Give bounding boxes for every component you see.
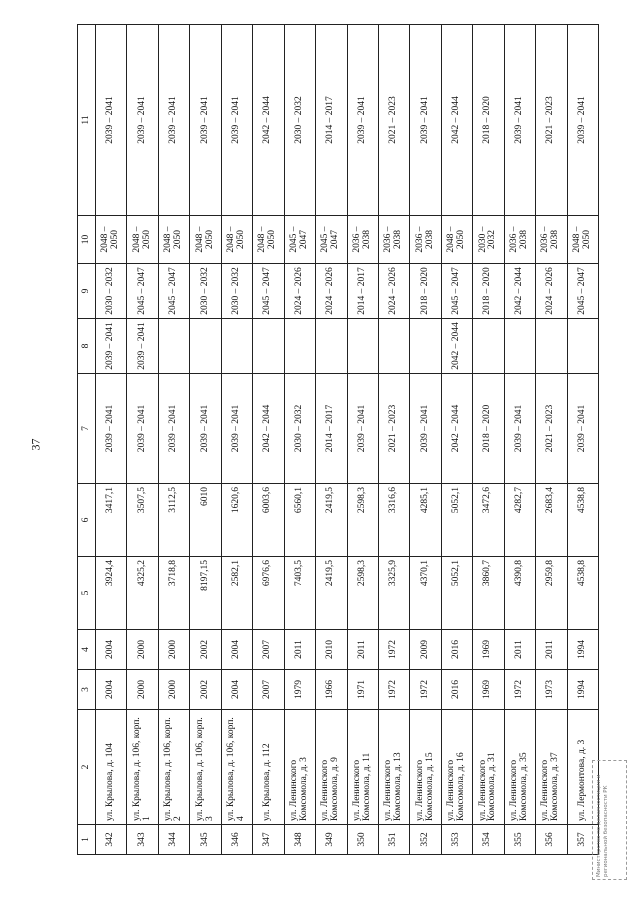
table-cell: 7403,5: [284, 557, 315, 630]
table-cell: 2036 – 2038: [536, 216, 567, 264]
page-number: 37: [28, 438, 43, 451]
table-cell: 2014 – 2017: [347, 264, 378, 319]
table-cell: 2018 – 2020: [473, 264, 504, 319]
table-cell: 2039 – 2041: [127, 25, 158, 216]
table-cell: ул. Крылова, д. 106, корп. 4: [221, 710, 252, 825]
table-cell: 2010: [316, 630, 347, 670]
table-cell: 2036 – 2038: [504, 216, 535, 264]
table-cell: ул. Ленинского Комсомола, д. 15: [410, 710, 441, 825]
table-cell: [504, 319, 535, 374]
table-row: [316, 25, 347, 855]
table-cell: [410, 319, 441, 374]
table-cell: 2036 – 2038: [378, 216, 409, 264]
table-cell: 2039 – 2041: [347, 374, 378, 484]
table-cell: 2045 – 2047: [158, 264, 189, 319]
table-cell: ул. Ленинского Комсомола, д. 9: [316, 710, 347, 825]
table-cell: 5052,1: [441, 557, 472, 630]
table-row: [567, 25, 598, 855]
table-row: [473, 25, 504, 855]
table-cell: 351: [378, 825, 409, 855]
table-cell: 4538,8: [567, 557, 598, 630]
table-cell: 2018 – 2020: [410, 264, 441, 319]
table-cell: 349: [316, 825, 347, 855]
table-cell: 2048 – 2050: [221, 216, 252, 264]
table-cell: 2042 – 2044: [253, 25, 284, 216]
table-header-row: [78, 25, 96, 855]
table-cell: 2004: [221, 630, 252, 670]
table-cell: ул. Ленинского Комсомола, д. 13: [378, 710, 409, 825]
table-cell: 3472,6: [473, 484, 504, 557]
table-cell: 2007: [253, 670, 284, 710]
table-cell: 2009: [410, 630, 441, 670]
table-cell: 2021 – 2023: [378, 25, 409, 216]
table-cell: 1966: [316, 670, 347, 710]
table-cell: 2039 – 2041: [158, 25, 189, 216]
table-cell: 1994: [567, 670, 598, 710]
table-cell: 8197,15: [190, 557, 221, 630]
table-cell: ул. Ленинского Комсомола, д. 3: [284, 710, 315, 825]
table-cell: 345: [190, 825, 221, 855]
table-cell: 2045 – 2047: [127, 264, 158, 319]
table-cell: 3718,8: [158, 557, 189, 630]
table-cell: 2011: [347, 630, 378, 670]
table-cell: 1972: [378, 670, 409, 710]
table-cell: 2959,8: [536, 557, 567, 630]
table-cell: 3417,1: [96, 484, 127, 557]
table-cell: 5052,1: [441, 484, 472, 557]
table-cell: 2042 – 2044: [441, 374, 472, 484]
table-cell: [190, 319, 221, 374]
table-cell: 2048 – 2050: [253, 216, 284, 264]
table-cell: 2007: [253, 630, 284, 670]
table-cell: [253, 319, 284, 374]
table-cell: 2000: [158, 630, 189, 670]
table-cell: 2048 – 2050: [127, 216, 158, 264]
table-cell: 355: [504, 825, 535, 855]
table-cell: 3112,5: [158, 484, 189, 557]
table-cell: 2048 – 2050: [567, 216, 598, 264]
table-cell: [316, 319, 347, 374]
table-cell: 6560,1: [284, 484, 315, 557]
table-cell: 2039 – 2041: [567, 374, 598, 484]
table-row: [190, 25, 221, 855]
table-cell: ул. Ленинского Комсомола, д. 37: [536, 710, 567, 825]
table-cell: [347, 319, 378, 374]
table-cell: 2419,5: [316, 557, 347, 630]
table-cell: 2039 – 2041: [347, 25, 378, 216]
table-cell: 2036 – 2038: [410, 216, 441, 264]
table-cell: 1973: [536, 670, 567, 710]
table-cell: 4370,1: [410, 557, 441, 630]
table-cell: 2048 – 2050: [190, 216, 221, 264]
table-row: [410, 25, 441, 855]
table-row: [127, 25, 158, 855]
table-cell: 2030 – 2032: [190, 264, 221, 319]
table-cell: 6003,6: [253, 484, 284, 557]
table-wrapper: [77, 25, 598, 855]
table-row: [441, 25, 472, 855]
table-cell: 2039 – 2041: [127, 374, 158, 484]
table-cell: 3507,5: [127, 484, 158, 557]
table-cell: 1979: [284, 670, 315, 710]
table-cell: ул. Крылова, д. 106, корп. 1: [127, 710, 158, 825]
table-cell: ул. Лермонтова, д. 3: [567, 710, 598, 825]
table-header-cell: 8: [78, 319, 96, 374]
table-cell: 2011: [504, 630, 535, 670]
table-cell: 2004: [96, 630, 127, 670]
table-cell: 2030 – 2032: [473, 216, 504, 264]
table-cell: 2598,3: [347, 484, 378, 557]
table-cell: 2045 – 2047: [253, 264, 284, 319]
data-table: [77, 24, 599, 855]
table-cell: 2018 – 2020: [473, 25, 504, 216]
table-cell: 2018 – 2020: [473, 374, 504, 484]
table-header-cell: 6: [78, 484, 96, 557]
table-cell: [567, 319, 598, 374]
table-cell: 2004: [96, 670, 127, 710]
table-cell: 3316,6: [378, 484, 409, 557]
table-cell: 1972: [410, 670, 441, 710]
table-header-cell: 3: [78, 670, 96, 710]
table-cell: [473, 319, 504, 374]
table-cell: 2048 – 2050: [441, 216, 472, 264]
table-cell: ул. Ленинского Комсомола, д. 11: [347, 710, 378, 825]
table-cell: 2002: [190, 670, 221, 710]
table-row: [504, 25, 535, 855]
table-cell: 2021 – 2023: [536, 374, 567, 484]
table-cell: ул. Ленинского Комсомола, д. 35: [504, 710, 535, 825]
table-cell: 344: [158, 825, 189, 855]
table-cell: 3860,7: [473, 557, 504, 630]
table-cell: 2000: [158, 670, 189, 710]
table-cell: 2045 – 2047: [284, 216, 315, 264]
table-cell: ул. Крылова, д. 106, корп. 2: [158, 710, 189, 825]
registration-stamp: [592, 760, 627, 880]
table-cell: 1972: [378, 630, 409, 670]
table-cell: 2024 – 2026: [316, 264, 347, 319]
stamp-text: Министерство по делам юстиции и региональной безопасности РК: [596, 774, 609, 877]
table-header-cell: 2: [78, 710, 96, 825]
table-cell: 4282,7: [504, 484, 535, 557]
table-cell: 2045 – 2047: [567, 264, 598, 319]
table-cell: 356: [536, 825, 567, 855]
table-cell: 2030 – 2032: [221, 264, 252, 319]
table-cell: 2039 – 2041: [221, 25, 252, 216]
table-header-cell: 5: [78, 557, 96, 630]
table-cell: 2042 – 2044: [441, 25, 472, 216]
table-row: [158, 25, 189, 855]
table-header-cell: 1: [78, 825, 96, 855]
table-cell: 2042 – 2044: [504, 264, 535, 319]
table-cell: 2039 – 2041: [127, 319, 158, 374]
table-cell: 4285,1: [410, 484, 441, 557]
table-cell: 2045 – 2047: [316, 216, 347, 264]
table-cell: 2039 – 2041: [190, 25, 221, 216]
table-cell: 2039 – 2041: [504, 374, 535, 484]
table-cell: 353: [441, 825, 472, 855]
table-cell: 357: [567, 825, 598, 855]
table-cell: 6976,6: [253, 557, 284, 630]
table-cell: 2039 – 2041: [504, 25, 535, 216]
table-cell: 2011: [284, 630, 315, 670]
table-row: [347, 25, 378, 855]
table-cell: 2024 – 2026: [536, 264, 567, 319]
table-cell: 2011: [536, 630, 567, 670]
table-row: [221, 25, 252, 855]
table-cell: 2048 – 2050: [96, 216, 127, 264]
table-cell: 352: [410, 825, 441, 855]
table-cell: 4390,8: [504, 557, 535, 630]
table-cell: [158, 319, 189, 374]
table-cell: [221, 319, 252, 374]
table-cell: ул. Крылова, д. 106, корп. 3: [190, 710, 221, 825]
table-header-cell: 11: [78, 25, 96, 216]
table-row: [536, 25, 567, 855]
table-cell: 342: [96, 825, 127, 855]
table-cell: [378, 319, 409, 374]
table-cell: 2039 – 2041: [96, 25, 127, 216]
table-header-cell: 4: [78, 630, 96, 670]
table-cell: 2002: [190, 630, 221, 670]
table-cell: 2045 – 2047: [441, 264, 472, 319]
table-cell: 2016: [441, 670, 472, 710]
table-cell: 2419,5: [316, 484, 347, 557]
table-cell: 1969: [473, 630, 504, 670]
table-cell: 1969: [473, 670, 504, 710]
table-cell: ул. Крылова, д. 112: [253, 710, 284, 825]
table-row: [284, 25, 315, 855]
table-cell: 2039 – 2041: [567, 25, 598, 216]
table-cell: 2039 – 2041: [410, 25, 441, 216]
table-cell: 2014 – 2017: [316, 25, 347, 216]
table-cell: 2016: [441, 630, 472, 670]
table-cell: 2039 – 2041: [96, 374, 127, 484]
table-cell: 2030 – 2032: [284, 374, 315, 484]
table-cell: 2021 – 2023: [536, 25, 567, 216]
table-cell: ул. Крылова, д. 104: [96, 710, 127, 825]
table-row: [253, 25, 284, 855]
table-cell: 1972: [504, 670, 535, 710]
table-cell: 2039 – 2041: [221, 374, 252, 484]
table-cell: 2030 – 2032: [96, 264, 127, 319]
table-cell: 2042 – 2044: [441, 319, 472, 374]
table-cell: ул. Ленинского Комсомола, д. 31: [473, 710, 504, 825]
table-cell: 4325,2: [127, 557, 158, 630]
table-cell: 1971: [347, 670, 378, 710]
table-cell: 1620,6: [221, 484, 252, 557]
table-cell: 354: [473, 825, 504, 855]
table-cell: 1994: [567, 630, 598, 670]
table-cell: 2004: [221, 670, 252, 710]
table-cell: 2030 – 2032: [284, 25, 315, 216]
table-header-cell: 10: [78, 216, 96, 264]
table-cell: 2024 – 2026: [284, 264, 315, 319]
table-cell: [536, 319, 567, 374]
table-cell: 2042 – 2044: [253, 374, 284, 484]
table-cell: 6010: [190, 484, 221, 557]
table-cell: 350: [347, 825, 378, 855]
table-cell: 2683,4: [536, 484, 567, 557]
table-cell: 2039 – 2041: [158, 374, 189, 484]
table-cell: ул. Ленинского Комсомола, д. 16: [441, 710, 472, 825]
table-cell: 2000: [127, 630, 158, 670]
table-cell: 2598,3: [347, 557, 378, 630]
table-cell: 3924,4: [96, 557, 127, 630]
table-header-cell: 9: [78, 264, 96, 319]
table-cell: 4538,8: [567, 484, 598, 557]
table-cell: 2039 – 2041: [190, 374, 221, 484]
table-cell: 2036 – 2038: [347, 216, 378, 264]
table-cell: 3325,9: [378, 557, 409, 630]
table-cell: 2000: [127, 670, 158, 710]
table-cell: 348: [284, 825, 315, 855]
table-cell: 2039 – 2041: [96, 319, 127, 374]
table-cell: 2039 – 2041: [410, 374, 441, 484]
table-cell: 2024 – 2026: [378, 264, 409, 319]
table-cell: 347: [253, 825, 284, 855]
table-cell: 2048 – 2050: [158, 216, 189, 264]
table-cell: 2582,1: [221, 557, 252, 630]
table-cell: 2021 – 2023: [378, 374, 409, 484]
table-cell: 2014 – 2017: [316, 374, 347, 484]
table-header-cell: 7: [78, 374, 96, 484]
table-cell: 343: [127, 825, 158, 855]
table-row: [378, 25, 409, 855]
table-cell: 346: [221, 825, 252, 855]
table-row: [96, 25, 127, 855]
table-cell: [284, 319, 315, 374]
